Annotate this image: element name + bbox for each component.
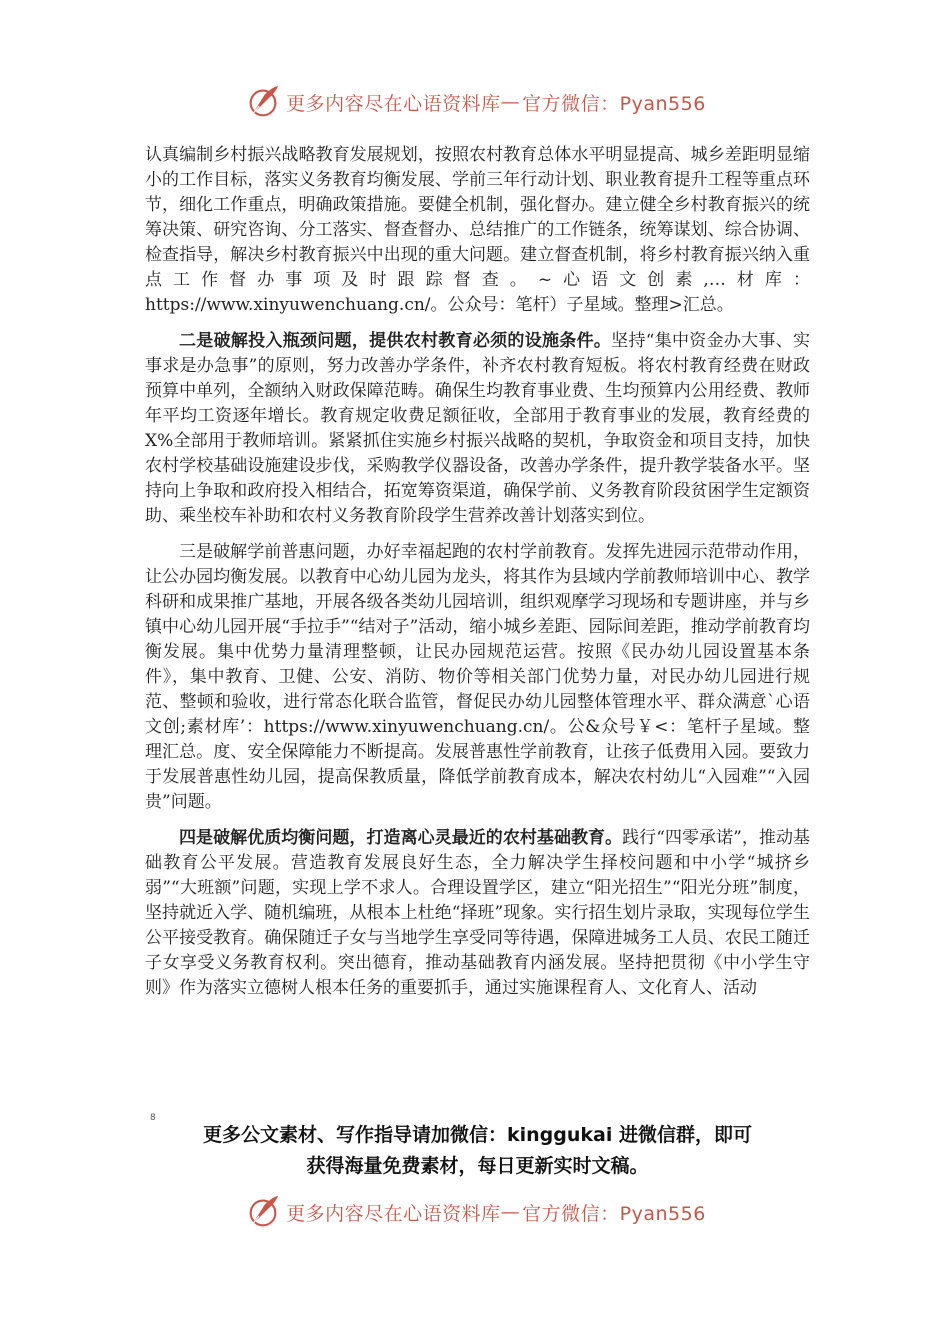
banner-dash: —	[500, 91, 521, 113]
banner-brand: 更多内容尽在心语资料库	[286, 92, 501, 115]
header-banner	[0, 80, 950, 124]
paragraph-2-lead: 二是破解投入瓶颈问题，提供农村教育必须的设施条件。	[179, 331, 612, 351]
paragraph-1-text: 认真编制乡村振兴战略教育发展规划，按照农村教育总体水平明显提高、城乡差距明显缩小的工作目标，落实义务教育均衡发展、学前三年行动计划、职业教育提升工程等重点环节，细化工作重点，明确政策措施。要健全机制，强化督办。建立健全乡村教育振兴的统筹决策、研究咨询、分工落实、督查督办、总结推广的工作链条，统筹谋划、综合协调、检查指导，解决乡村教育振兴中出现的重大问题。建立督查机制，将乡村教育振兴纳入重点工作督办事项及时跟踪督查。~心语文创素,…材库：https://www.xinyuwenchuang.cn/。公众号：笔杆）子星域。整理>汇总。	[145, 145, 810, 315]
paragraph-3	[145, 540, 810, 815]
document-body	[145, 143, 810, 1012]
paragraph-4	[145, 826, 810, 1001]
footer-banner	[0, 1190, 950, 1234]
quill-logo-icon	[244, 83, 282, 121]
quill-logo-icon	[244, 1193, 282, 1231]
paragraph-4-lead: 四是破解优质均衡问题，打造离心灵最近的农村基础教育。	[179, 828, 623, 848]
paragraph-2-text: 坚持“集中资金办大事、实事求是办急事”的原则，努力改善办学条件，补齐农村教育短板。将农村教育经费在财政预算中单列，全额纳入财政保障范畴。确保生均教育事业费、生均预算内公用经费、教师年平均工资逐年增长。教育规定收费足额征收，全部用于教育事业的发展，教育经费的X%全部用于教师培训。紧紧抓住实施乡村振兴战略的契机，争取资金和项目支持，加快农村学校基础设施建设步伐，采购教学仪器设备，改善办学条件，提升教学装备水平。坚持向上争取和政府投入相结合，拓宽筹资渠道，确保学前、义务教育阶段贫困学生定额资助、乘坐校车补助和农村义务教育阶段学生营养改善计划落实到位。	[145, 331, 810, 526]
footer-dash: —	[500, 1201, 521, 1223]
paragraph-3-text: 三是破解学前普惠问题，办好幸福起跑的农村学前教育。发挥先进园示范带动作用，让公办园均衡发展。以教育中心幼儿园为龙头，将其作为县域内学前教师培训中心、教学科研和成果推广基地，开展各级各类幼儿园培训，组织观摩学习现场和专题讲座，并与乡镇中心幼儿园开展“手拉手”“结对子”活动，缩小城乡差距、园际间差距，推动学前教育均衡发展。集中优势力量清理整顿，让民办园规范运营。按照《民办幼儿园设置基本条件》，集中教育、卫健、公安、消防、物价等相关部门优势力量，对民办幼儿园进行规范、整顿和验收，进行常态化联合监管，督促民办幼儿园整体管理水平、群众满意`心语文创;素材库’：https://www.xinyuwenchuang.cn/。公&众号￥<：笔杆子星域。整理汇总。度、安全保障能力不断提高。发展普惠性学前教育，让孩子低费用入园。要致力于发展普惠性幼儿园，提高保教质量，降低学前教育成本，解决农村幼儿“入园难”“入园贵”问题。	[145, 542, 810, 812]
footer-contact: 官方微信：Pyan556	[522, 1202, 706, 1225]
promo-line-1: 更多公文素材、写作指导请加微信：kinggukai 进微信群，即可	[203, 1124, 752, 1146]
paragraph-1	[145, 143, 810, 318]
footer-brand: 更多内容尽在心语资料库	[286, 1202, 501, 1225]
paragraph-4-text: 践行“四零承诺”，推动基础教育公平发展。营造教育发展良好生态，全力解决学生择校问题和中小学“城挤乡弱”“大班额”问题，实现上学不求人。合理设置学区，建立“阳光招生”“阳光分班”制度，坚持就近入学、随机编班，从根本上杜绝“择班”现象。实行招生划片录取，实现每位学生公平接受教育。确保随迁子女与当地学生享受同等待遇，保障进城务工人员、农民工随迁子女享受义务教育权利。突出德育，推动基础教育内涵发展。坚持把贯彻《中小学生守则》作为落实立德树人根本任务的重要抓手，通过实施课程育人、文化育人、活动	[145, 828, 811, 998]
promo-block	[145, 1120, 810, 1182]
banner-contact: 官方微信：Pyan556	[522, 92, 706, 115]
promo-line-2: 获得海量免费素材，每日更新实时文稿。	[306, 1155, 649, 1177]
page-marker: 8	[150, 1113, 156, 1123]
paragraph-2	[145, 329, 810, 529]
